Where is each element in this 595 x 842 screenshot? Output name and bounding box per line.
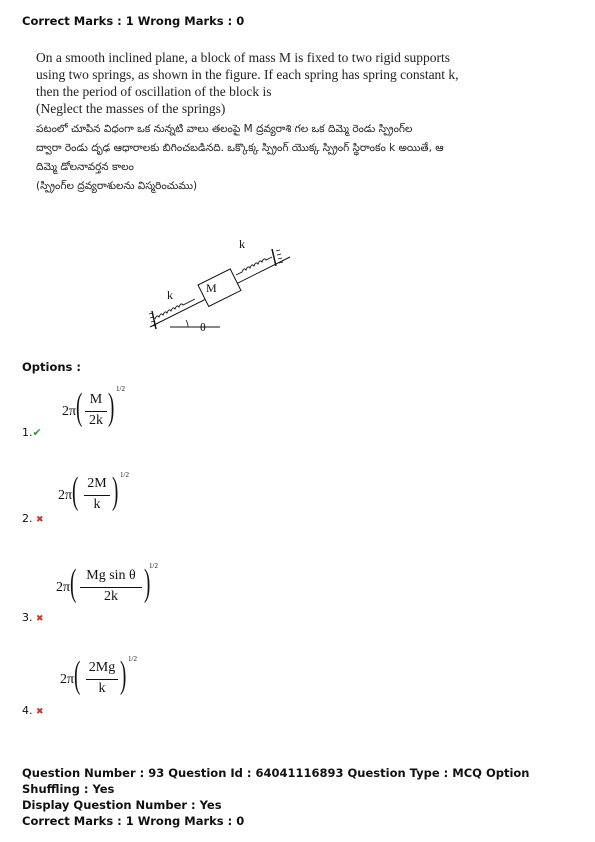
option-numerator: 2M: [87, 476, 107, 491]
correct-check-icon: ✔: [32, 426, 42, 439]
spring-label-top: k: [239, 237, 245, 251]
question-line: using two springs, as shown in the figure. If each spring has spring constant k,: [36, 67, 459, 82]
option-denominator: 2k: [104, 589, 118, 604]
fraction-bar: [84, 495, 110, 496]
left-paren: (: [76, 386, 83, 428]
wrong-cross-icon: ✖: [36, 515, 44, 525]
right-paren: ): [108, 386, 115, 428]
block-mass-label: M: [206, 281, 217, 295]
option-numerator: M: [89, 392, 103, 407]
top-spring: [236, 257, 272, 275]
question-line-telugu: పటంలో చూపిన విధంగా ఒక నున్నటి వాలు తలంపై M ద్రవ్యరాశి గల ఒక దిమ్మె రెండు స్ప్రింగ్‌ల: [36, 123, 413, 135]
options-title: Options :: [22, 360, 81, 374]
right-paren: ): [144, 562, 151, 604]
question-info-line: Display Question Number : Yes: [22, 798, 222, 812]
question-line: (Neglect the masses of the springs): [36, 101, 226, 116]
option-3[interactable]: [0, 560, 595, 630]
bottom-spring: [155, 299, 195, 319]
fraction-bar: [80, 587, 142, 588]
left-paren: (: [70, 562, 77, 604]
block: [198, 269, 241, 307]
option-number: 3. ✖: [22, 611, 44, 624]
angle-arc: [186, 320, 188, 327]
option-prefix: 2π: [62, 404, 77, 419]
option-exponent: 1/2: [116, 385, 125, 393]
option-numerator: Mg sin θ: [86, 568, 136, 583]
option-exponent: 1/2: [120, 471, 129, 479]
option-1[interactable]: [0, 380, 595, 450]
question-line: then the period of oscillation of the block is: [36, 84, 272, 99]
option-4[interactable]: [0, 654, 595, 724]
left-paren: (: [74, 654, 81, 696]
wrong-cross-icon: ✖: [36, 707, 44, 717]
question-line-telugu: దిమ్మె డోలనావర్తన కాలం: [36, 161, 134, 173]
left-paren: (: [72, 470, 79, 512]
fraction-bar: [86, 679, 118, 680]
question-info: [22, 765, 582, 829]
option-2[interactable]: [0, 466, 595, 536]
option-number: 2. ✖: [22, 512, 44, 525]
option-exponent: 1/2: [149, 562, 158, 570]
option-denominator: k: [98, 681, 106, 696]
option-prefix: 2π: [58, 488, 73, 503]
spring-label-bottom: k: [167, 288, 173, 302]
option-prefix: 2π: [56, 580, 71, 595]
angle-label: θ: [200, 320, 206, 334]
option-numerator: 2Mg: [88, 660, 116, 675]
option-number: 4. ✖: [22, 704, 44, 717]
question-text-english: [36, 49, 556, 117]
wrong-cross-icon: ✖: [36, 614, 44, 624]
right-paren: ): [112, 470, 119, 512]
option-exponent: 1/2: [128, 655, 137, 663]
question-line-telugu: ద్వారా రెండు దృఢ ఆధారాలకు బిగించబడినది. ఒక్కొక్క స్ప్రింగ్ యొక్క స్ప్రింగ్ స్థిరాంకం k అయితే, ఆ: [36, 142, 444, 154]
option-denominator: 2k: [89, 413, 103, 428]
right-paren: ): [120, 654, 127, 696]
question-info-line: Question Number : 93 Question Id : 64041116893 Question Type : MCQ Option Shuffling : Yes: [22, 766, 530, 796]
option-prefix: 2π: [60, 672, 75, 687]
question-line-telugu: (స్ప్రింగ్‌ల ద్రవ్యరాశులను విస్మరించుము): [36, 180, 198, 192]
fraction-bar: [85, 411, 107, 412]
marks-header: Correct Marks : 1 Wrong Marks : 0: [22, 14, 245, 28]
question-text-telugu: [36, 120, 576, 196]
inclined-plane-figure: [140, 235, 300, 350]
marks-footer: Correct Marks : 1 Wrong Marks : 0: [22, 814, 245, 828]
option-number: 1.✔: [22, 426, 42, 439]
option-denominator: k: [93, 497, 101, 512]
question-line: On a smooth inclined plane, a block of mass M is fixed to two rigid supports: [36, 50, 450, 65]
